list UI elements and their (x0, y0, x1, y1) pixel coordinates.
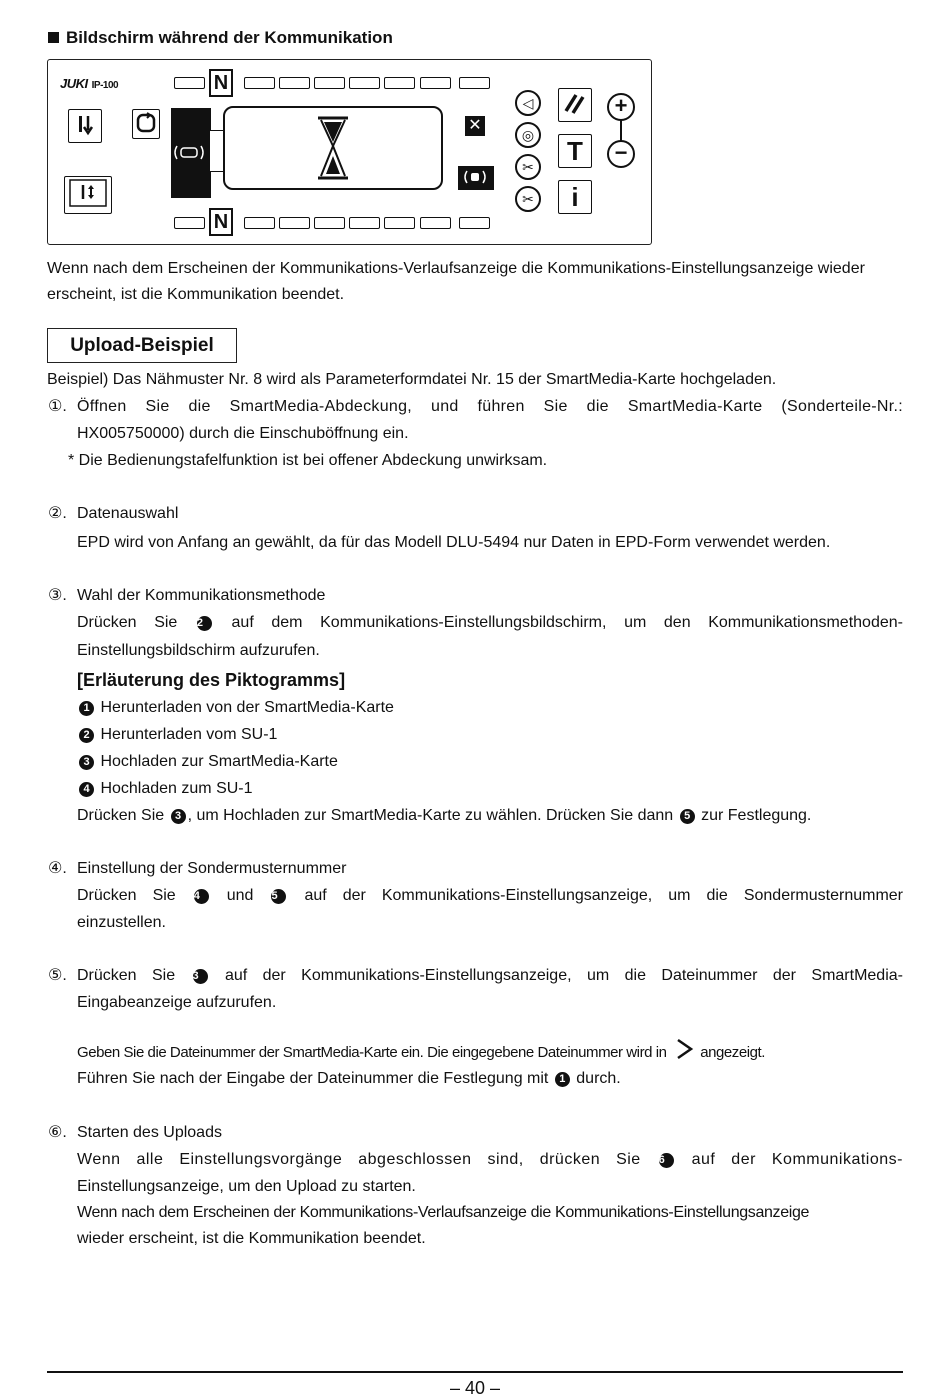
footer-rule (47, 1371, 903, 1373)
step6-number: ⑥. (48, 1124, 67, 1141)
minus-button[interactable]: − (607, 140, 635, 168)
data-transfer-button[interactable] (68, 109, 102, 143)
step3-title: Wahl der Kommunikationsmethode (77, 587, 326, 604)
scissors-off-icon[interactable]: ✂ (515, 186, 541, 212)
top-slot (314, 77, 345, 89)
step2-number: ②. (48, 505, 67, 522)
bottom-slot (174, 217, 205, 229)
top-slot (244, 77, 275, 89)
communication-tab (171, 108, 211, 198)
circled-1-icon: 1 (79, 701, 94, 716)
sound-icon[interactable]: ◁ (515, 90, 541, 116)
scissors-icon[interactable]: ✂ (515, 154, 541, 180)
circled-4-icon: 4 (79, 782, 94, 797)
reset-button[interactable] (132, 109, 160, 139)
step5-line4: Führen Sie nach der Eingabe der Dateinummer die Festlegung mit 1 durch. (77, 1070, 621, 1087)
bottom-slot (349, 217, 380, 229)
double-slash-icon (560, 89, 590, 119)
lcd-area (171, 100, 481, 200)
juki-logo: JUKI IP-100 (60, 76, 119, 91)
circled-4-icon: 4 (194, 889, 209, 904)
plus-button[interactable]: + (607, 93, 635, 121)
pictogram-legend-title: [Erläuterung des Piktogramms] (77, 670, 346, 690)
circled-3-icon: 3 (171, 809, 186, 824)
step2-text: EPD wird von Anfang an gewählt, da für das Modell DLU-5494 nur Daten in EPD-Form verwendet werden. (77, 534, 831, 551)
step3-line2: Einstellungsbildschirm aufzurufen. (77, 642, 320, 659)
legend-item-1: 1 Herunterladen von der SmartMedia-Karte (77, 695, 394, 721)
bottom-slot (420, 217, 451, 229)
step3-final: Drücken Sie 3 , um Hochladen zur SmartMedia-Karte zu wählen. Drücken Sie dann 5 zur Festlegung. (77, 807, 812, 824)
bottom-slot (279, 217, 310, 229)
step6-line1: Wenn alle Einstellungsvorgänge abgeschlossen sind, drücken Sie 6 auf der Kommunikations- (77, 1151, 903, 1168)
circled-3-icon: 3 (79, 755, 94, 770)
circled-5-icon: 5 (680, 809, 695, 824)
step6-line4: wieder erscheint, ist die Kommunikation beendet. (77, 1230, 426, 1247)
legend-item-4: 4 Hochladen zum SU-1 (77, 776, 253, 802)
bottom-slot (244, 217, 275, 229)
reset-stitch-button[interactable] (558, 88, 592, 122)
circled-3-icon: 3 (193, 969, 208, 984)
example-text: Beispiel) Das Nähmuster Nr. 8 wird als Parameterformdatei Nr. 15 der SmartMedia-Karte hochgeladen. (47, 371, 777, 388)
circled-1-icon: 1 (555, 1072, 570, 1087)
bottom-slot (384, 217, 415, 229)
refresh-icon (134, 110, 158, 136)
data-transfer-icon (70, 110, 100, 140)
close-icon[interactable]: ✕ (465, 116, 485, 136)
legend-item-2: 2 Herunterladen vom SU-1 (77, 722, 277, 748)
page-number: – 40 – (449, 1378, 501, 1398)
step5-line1: Drücken Sie 3 auf der Kommunikations-Einstellungsanzeige, um die Dateinummer der SmartMedia- (77, 967, 903, 984)
section-heading: Bildschirm während der Kommunikation (48, 28, 393, 48)
t-button[interactable]: T (558, 134, 592, 168)
bottom-slot (314, 217, 345, 229)
step4-line2: einzustellen. (77, 914, 166, 931)
step5-line3: Geben Sie die Dateinummer der SmartMedia-Karte ein. Die eingegebene Dateinummer wird in angezeigt. (77, 1036, 903, 1066)
step3-line1: Drücken Sie 2 auf dem Kommunikations-Einstellungsbildschirm, um den Kommunikationsmethoden- (77, 614, 903, 631)
step1-note: * Die Bedienungstafelfunktion ist bei offener Abdeckung unwirksam. (68, 452, 548, 469)
step5-number: ⑤. (48, 967, 67, 984)
plus-minus-connector (620, 120, 622, 142)
bottom-slot (459, 217, 490, 229)
circled-2-icon: 2 (79, 728, 94, 743)
step4-number: ④. (48, 860, 67, 877)
bottom-big-slot: N (209, 208, 233, 236)
step6-line2: Einstellungsanzeige, um den Upload zu starten. (77, 1178, 416, 1195)
chevron-right-icon (672, 1036, 698, 1062)
legend-item-3: 3 Hochladen zur SmartMedia-Karte (77, 749, 338, 775)
step1-number: ①. (48, 398, 67, 415)
top-slot (279, 77, 310, 89)
info-button[interactable]: i (558, 180, 592, 214)
top-slot (420, 77, 451, 89)
communication-icon (171, 108, 211, 198)
lcd-screen (223, 106, 443, 190)
square-bullet-icon (48, 32, 59, 43)
spiral-icon[interactable]: ◎ (515, 122, 541, 148)
step3-number: ③. (48, 587, 67, 604)
hourglass-icon (225, 108, 440, 188)
step4-title: Einstellung der Sondermusternummer (77, 860, 347, 877)
top-slot (349, 77, 380, 89)
after-panel-text: Wenn nach dem Erscheinen der Kommunikations-Verlaufsanzeige die Kommunikations-Einstellungsanzeige wieder erscheint, ist die Kommunikation beendet. (47, 260, 865, 303)
top-slot (384, 77, 415, 89)
step1-line2: HX005750000) durch die Einschuböffnung ein. (77, 425, 409, 442)
top-slot (174, 77, 205, 89)
circled-5-icon: 5 (271, 889, 286, 904)
top-slot (459, 77, 490, 89)
circled-6-icon: 6 (659, 1153, 674, 1168)
upload-heading-box: Upload-Beispiel (47, 328, 237, 363)
transfer-status-icon (458, 166, 494, 190)
operation-panel-illustration (47, 59, 652, 245)
step2-title: Datenauswahl (77, 505, 179, 522)
top-big-slot: N (209, 69, 233, 97)
needle-updown-icon (66, 177, 110, 211)
circled-2-icon: 2 (197, 616, 212, 631)
step4-line1: Drücken Sie 4 und 5 auf der Kommunikations-Einstellungsanzeige, um die Sondermusternummer (77, 887, 904, 904)
step5-line2: Eingabeanzeige aufzurufen. (77, 994, 277, 1011)
step1-line1: Öffnen Sie die SmartMedia-Abdeckung, und führen Sie die SmartMedia-Karte (Sonderteile-Nr.: (77, 398, 903, 415)
step6-title: Starten des Uploads (77, 1124, 222, 1141)
needle-mode-button[interactable] (64, 176, 112, 214)
step6-line3: Wenn nach dem Erscheinen der Kommunikations-Verlaufsanzeige die Kommunikations-Einstellungsanzeige (77, 1204, 810, 1221)
